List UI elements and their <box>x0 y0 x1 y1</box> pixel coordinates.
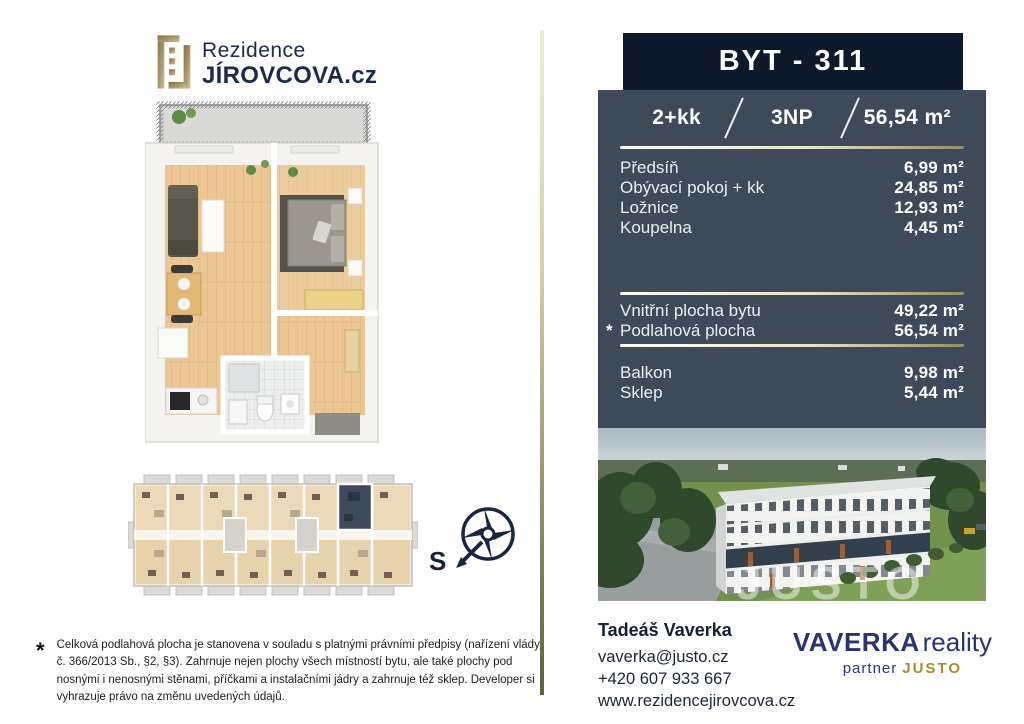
footnote-text: Celková podlahová plocha je stanovena v souladu s platnými právními předpisy (nařízení vlády č. 366/2013 Sb., §2, §3). Zahrnuje nejen plochy všech místností bytu, ale také plochy pod nosnými i nenosnými stěnami, příčkami a instalačními jádry a zahrnuje též sklep. Developer si vyhrazuje právo na změnu uvedených údajů. <box>56 639 540 703</box>
agent-name: Tadeáš Vaverka <box>598 620 732 640</box>
extra-area: 5,44 m² <box>904 383 964 402</box>
room-label: Obývací pokoj + kk <box>620 178 765 197</box>
totals-list <box>606 301 964 341</box>
room-row <box>620 158 964 178</box>
brand-name-top: Rezidence <box>202 39 306 62</box>
unit-summary-row <box>620 90 964 146</box>
extra-label: Balkon <box>620 363 672 382</box>
room-row <box>620 218 964 238</box>
total-label: Podlahová plocha <box>620 321 756 340</box>
brand-logo <box>155 33 377 91</box>
room-area: 4,45 m² <box>904 218 964 237</box>
total-row <box>606 321 964 341</box>
total-area: 49,22 m² <box>894 301 964 320</box>
brand-name-bottom: JÍROVCOVA.cz <box>202 62 378 89</box>
unit-floor: 3NP <box>770 106 814 129</box>
agent-phone: +420 607 933 667 <box>598 670 732 688</box>
footnote-asterisk: * <box>36 638 45 663</box>
unit-layout: 2+kk <box>652 106 702 129</box>
agent-website: www.rezidencejirovcova.cz <box>598 692 796 710</box>
room-area: 12,93 m² <box>894 198 964 217</box>
room-area: 6,99 m² <box>904 158 964 177</box>
partner-logo-secondary: reality <box>922 627 992 657</box>
room-label: Koupelna <box>620 218 692 237</box>
room-area: 24,85 m² <box>894 178 964 197</box>
unit-info-panel <box>598 90 986 428</box>
footnote <box>36 637 544 706</box>
room-list <box>620 158 964 238</box>
partner-logo-primary: VAVERKA <box>792 627 920 657</box>
contact-block <box>598 620 795 712</box>
gold-rule <box>620 146 964 149</box>
gold-rule <box>620 344 964 347</box>
room-label: Předsíň <box>620 158 679 177</box>
extra-row <box>620 363 964 383</box>
extra-label: Sklep <box>620 383 663 402</box>
gold-rule <box>620 292 964 295</box>
extra-row <box>620 383 964 403</box>
floor-overview-image <box>128 470 418 600</box>
unit-title: BYT - 311 <box>623 33 963 90</box>
total-area: 56,54 m² <box>894 321 964 340</box>
building-photo <box>598 428 986 601</box>
compass-south-label: S <box>429 546 447 576</box>
room-row <box>620 178 964 198</box>
total-row <box>620 301 964 321</box>
room-row <box>620 198 964 218</box>
vertical-divider <box>540 30 544 695</box>
apartment-floorplan-image <box>145 100 379 445</box>
room-label: Ložnice <box>620 198 679 217</box>
agent-email: vaverka@justo.cz <box>598 648 729 666</box>
extra-area: 9,98 m² <box>904 363 964 382</box>
highlighted-unit <box>338 484 372 530</box>
building-icon <box>155 33 193 91</box>
unit-total-area: 56,54 m² <box>863 106 951 129</box>
total-label: Vnitřní plocha bytu <box>620 301 761 320</box>
extras-list <box>620 363 964 403</box>
photo-watermark: JUSTO <box>736 557 929 601</box>
asterisk-marker: * <box>606 321 613 340</box>
compass-icon <box>442 500 526 584</box>
partner-logo <box>780 629 992 677</box>
partner-word: partner <box>842 660 898 677</box>
partner-brand: JUSTO <box>902 660 962 677</box>
